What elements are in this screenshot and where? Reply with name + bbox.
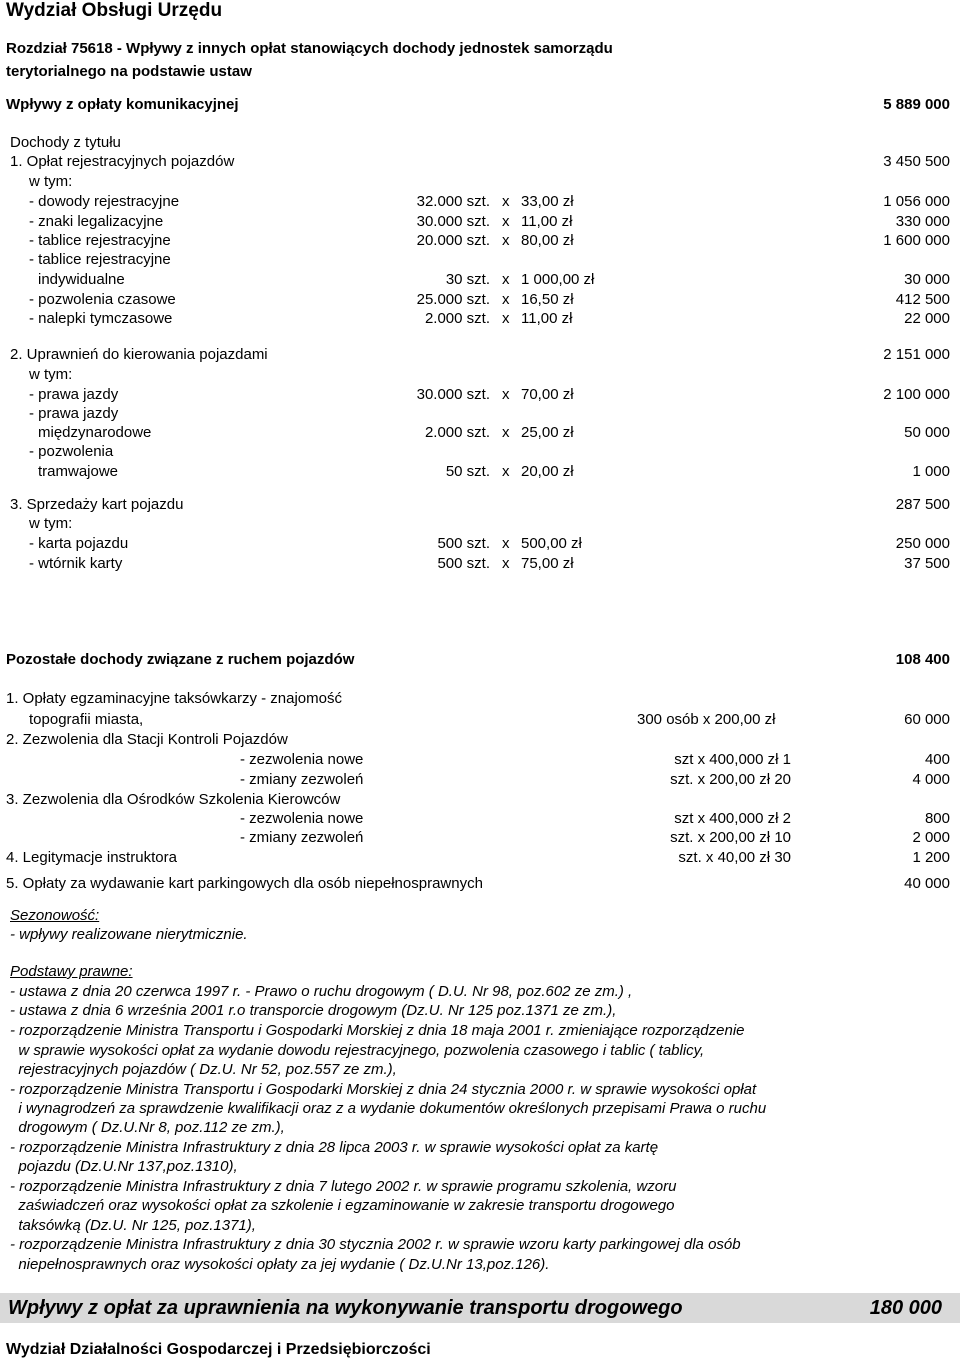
row-amount: 50 000 bbox=[904, 424, 950, 441]
wtym-label: w tym: bbox=[29, 366, 73, 383]
row-x: x bbox=[502, 232, 510, 249]
row-label: - tablice rejestracyjne bbox=[29, 251, 171, 268]
item-amount: 2 000 bbox=[912, 829, 950, 846]
item-label: 3. Zezwolenia dla Ośrodków Szkolenia Kierowców bbox=[6, 791, 341, 808]
row-label-cont: międzynarodowe bbox=[38, 424, 152, 441]
row-qty: 20.000 szt. bbox=[416, 232, 490, 249]
item-amount: 400 bbox=[924, 751, 950, 768]
row-label: - tablice rejestracyjne bbox=[29, 232, 171, 249]
row-x: x bbox=[502, 310, 510, 327]
legal-line: - rozporządzenie Ministra Transportu i Gospodarki Morskiej z dnia 18 maja 2001 r. zmieniające rozporządzenie bbox=[10, 1022, 745, 1039]
row-x: x bbox=[502, 193, 510, 210]
row-amount: 1 056 000 bbox=[883, 193, 950, 210]
row-label: - znaki legalizacyjne bbox=[29, 213, 164, 230]
section-total: 5 889 000 bbox=[883, 96, 950, 113]
row-x: x bbox=[502, 291, 510, 308]
subitem-label: - zmiany zezwoleń bbox=[240, 829, 364, 846]
group-label: 1. Opłat rejestracyjnych pojazdów bbox=[10, 153, 235, 170]
section-title: Pozostałe dochody związane z ruchem pojazdów bbox=[6, 651, 355, 668]
row-amount: 412 500 bbox=[895, 291, 950, 308]
group-label: 3. Sprzedaży kart pojazdu bbox=[10, 496, 184, 513]
row-qty: 30.000 szt. bbox=[416, 386, 490, 403]
row-label: - pozwolenia bbox=[29, 443, 114, 460]
row-price: 33,00 zł bbox=[521, 193, 574, 210]
row-amount: 22 000 bbox=[904, 310, 950, 327]
subitem-label: - zezwolenia nowe bbox=[240, 751, 364, 768]
banner-title: Wpływy z opłat za uprawnienia na wykonywanie transportu drogowego bbox=[8, 1297, 683, 1319]
row-amount: 30 000 bbox=[904, 271, 950, 288]
wtym-label: w tym: bbox=[29, 173, 73, 190]
group-total: 3 450 500 bbox=[883, 153, 950, 170]
row-qty: 30.000 szt. bbox=[416, 213, 490, 230]
legal-line: w sprawie wysokości opłat za wydanie dowodu rejestracyjnego, pozwolenia czasowego i tablic ( tablicy, bbox=[10, 1042, 705, 1059]
row-qty: 500 szt. bbox=[437, 555, 490, 572]
row-x: x bbox=[502, 463, 510, 480]
item-calc: 2 szt x 400,000 zł bbox=[674, 810, 791, 827]
item-calc: 1 szt x 400,000 zł bbox=[674, 751, 791, 768]
chapter-title-line1: Rozdział 75618 - Wpływy z innych opłat stanowiących dochody jednostek samorządu bbox=[6, 40, 613, 57]
item-label: 2. Zezwolenia dla Stacji Kontroli Pojazdów bbox=[6, 731, 288, 748]
legal-line: zaświadczeń oraz wysokości opłat za szkolenie i egzaminowanie w zakresie transportu drogowego bbox=[10, 1197, 675, 1214]
row-x: x bbox=[502, 535, 510, 552]
legal-line: - ustawa z dnia 20 czerwca 1997 r. - Prawo o ruchu drogowym ( D.U. Nr 98, poz.602 ze zm.) , bbox=[10, 983, 633, 1000]
seasonality-text: - wpływy realizowane nierytmicznie. bbox=[10, 926, 248, 943]
row-amount: 1 000 bbox=[912, 463, 950, 480]
row-amount: 330 000 bbox=[895, 213, 950, 230]
row-price: 16,50 zł bbox=[521, 291, 574, 308]
row-label: - nalepki tymczasowe bbox=[29, 310, 173, 327]
row-x: x bbox=[502, 555, 510, 572]
item-amount: 1 200 bbox=[912, 849, 950, 866]
row-x: x bbox=[502, 386, 510, 403]
item-label: 5. Opłaty za wydawanie kart parkingowych dla osób niepełnosprawnych bbox=[6, 875, 483, 892]
row-qty: 25.000 szt. bbox=[416, 291, 490, 308]
row-qty: 500 szt. bbox=[437, 535, 490, 552]
group-total: 2 151 000 bbox=[883, 346, 950, 363]
legal-line: - rozporządzenie Ministra Infrastruktury z dnia 30 stycznia 2002 r. w sprawie wzoru karty parkingowej dla osób bbox=[10, 1236, 741, 1253]
row-price: 11,00 zł bbox=[521, 310, 573, 327]
legal-heading: Podstawy prawne: bbox=[10, 963, 133, 980]
row-amount: 1 600 000 bbox=[883, 232, 950, 249]
row-label-cont: indywidualne bbox=[38, 271, 125, 288]
row-amount: 2 100 000 bbox=[883, 386, 950, 403]
item-amount: 800 bbox=[924, 810, 950, 827]
row-label: - wtórnik karty bbox=[29, 555, 123, 572]
item-calc: 30 szt. x 40,00 zł bbox=[678, 849, 791, 866]
row-label: - prawa jazdy bbox=[29, 405, 119, 422]
row-qty: 30 szt. bbox=[445, 271, 490, 288]
legal-line: drogowym ( Dz.U.Nr 8, poz.112 ze zm.), bbox=[10, 1119, 285, 1136]
row-x: x bbox=[502, 271, 510, 288]
row-price: 11,00 zł bbox=[521, 213, 573, 230]
row-x: x bbox=[502, 213, 510, 230]
row-price: 500,00 zł bbox=[521, 535, 582, 552]
group-total: 287 500 bbox=[895, 496, 950, 513]
subitem-label: - zmiany zezwoleń bbox=[240, 771, 364, 788]
wtym-label: w tym: bbox=[29, 515, 73, 532]
item-amount: 4 000 bbox=[912, 771, 950, 788]
row-qty: 2.000 szt. bbox=[424, 424, 490, 441]
legal-line: rejestracyjnych pojazdów ( Dz.U. Nr 52, poz.557 ze zm.), bbox=[10, 1061, 397, 1078]
row-price: 20,00 zł bbox=[521, 463, 574, 480]
legal-line: niepełnosprawnych oraz wysokości opłaty za jej wydanie ( Dz.U.Nr 13,poz.126). bbox=[10, 1256, 550, 1273]
group-label: 2. Uprawnień do kierowania pojazdami bbox=[10, 346, 268, 363]
subitem-label: - zezwolenia nowe bbox=[240, 810, 364, 827]
row-label: - pozwolenia czasowe bbox=[29, 291, 176, 308]
row-label: - karta pojazdu bbox=[29, 535, 129, 552]
legal-line: - ustawa z dnia 6 września 2001 r.o transporcie drogowym (Dz.U. Nr 125 poz.1371 ze zm.), bbox=[10, 1002, 617, 1019]
legal-line: - rozporządzenie Ministra Transportu i Gospodarki Morskiej z dnia 24 stycznia 2000 r. w sprawie wysokości opłat bbox=[10, 1081, 757, 1098]
chapter-title-line2: terytorialnego na podstawie ustaw bbox=[6, 63, 252, 80]
item-label: 4. Legitymacje instruktora bbox=[6, 849, 177, 866]
legal-line: taksówką (Dz.U. Nr 125, poz.1371), bbox=[10, 1217, 256, 1234]
item-calc: 20 szt. x 200,00 zł bbox=[670, 771, 791, 788]
legal-line: i wynagrodzeń za sprawdzenie kwalifikacji oraz z a wydanie dokumentów określonych przepisami Prawa o ruchu bbox=[10, 1100, 767, 1117]
row-price: 25,00 zł bbox=[521, 424, 574, 441]
banner-total: 180 000 bbox=[869, 1297, 942, 1319]
intro-label: Dochody z tytułu bbox=[10, 134, 121, 151]
legal-line: - rozporządzenie Ministra Infrastruktury z dnia 28 lipca 2003 r. w sprawie wysokości opłat za kartę bbox=[10, 1139, 659, 1156]
item-calc: 10 szt. x 200,00 zł bbox=[670, 829, 791, 846]
row-qty: 2.000 szt. bbox=[424, 310, 490, 327]
department-title: Wydział Obsługi Urzędu bbox=[6, 0, 223, 21]
row-x: x bbox=[502, 424, 510, 441]
row-label-cont: tramwajowe bbox=[38, 463, 119, 480]
row-label: - dowody rejestracyjne bbox=[29, 193, 180, 210]
item-label-cont: topografii miasta, bbox=[29, 711, 144, 728]
section-total: 108 400 bbox=[895, 651, 950, 668]
section-title: Wpływy z opłaty komunikacyjnej bbox=[6, 96, 239, 113]
seasonality-heading: Sezonowość: bbox=[10, 907, 100, 924]
footer-department-title: Wydział Działalności Gospodarczej i Przedsiębiorczości bbox=[6, 1341, 431, 1358]
legal-line: - rozporządzenie Ministra Infrastruktury z dnia 7 lutego 2002 r. w sprawie programu szkolenia, wzoru bbox=[10, 1178, 677, 1195]
row-qty: 32.000 szt. bbox=[416, 193, 490, 210]
row-price: 80,00 zł bbox=[521, 232, 574, 249]
row-label: - prawa jazdy bbox=[29, 386, 119, 403]
row-amount: 37 500 bbox=[904, 555, 950, 572]
item-calc: 300 osób x 200,00 zł bbox=[637, 711, 776, 728]
item-amount: 60 000 bbox=[904, 711, 950, 728]
row-price: 75,00 zł bbox=[521, 555, 574, 572]
row-price: 1 000,00 zł bbox=[521, 271, 595, 288]
row-amount: 250 000 bbox=[895, 535, 950, 552]
row-qty: 50 szt. bbox=[445, 463, 490, 480]
item-amount: 40 000 bbox=[904, 875, 950, 892]
item-label: 1. Opłaty egzaminacyjne taksówkarzy - znajomość bbox=[6, 690, 342, 707]
row-price: 70,00 zł bbox=[521, 386, 574, 403]
legal-line: pojazdu (Dz.U.Nr 137,poz.1310), bbox=[10, 1158, 238, 1175]
